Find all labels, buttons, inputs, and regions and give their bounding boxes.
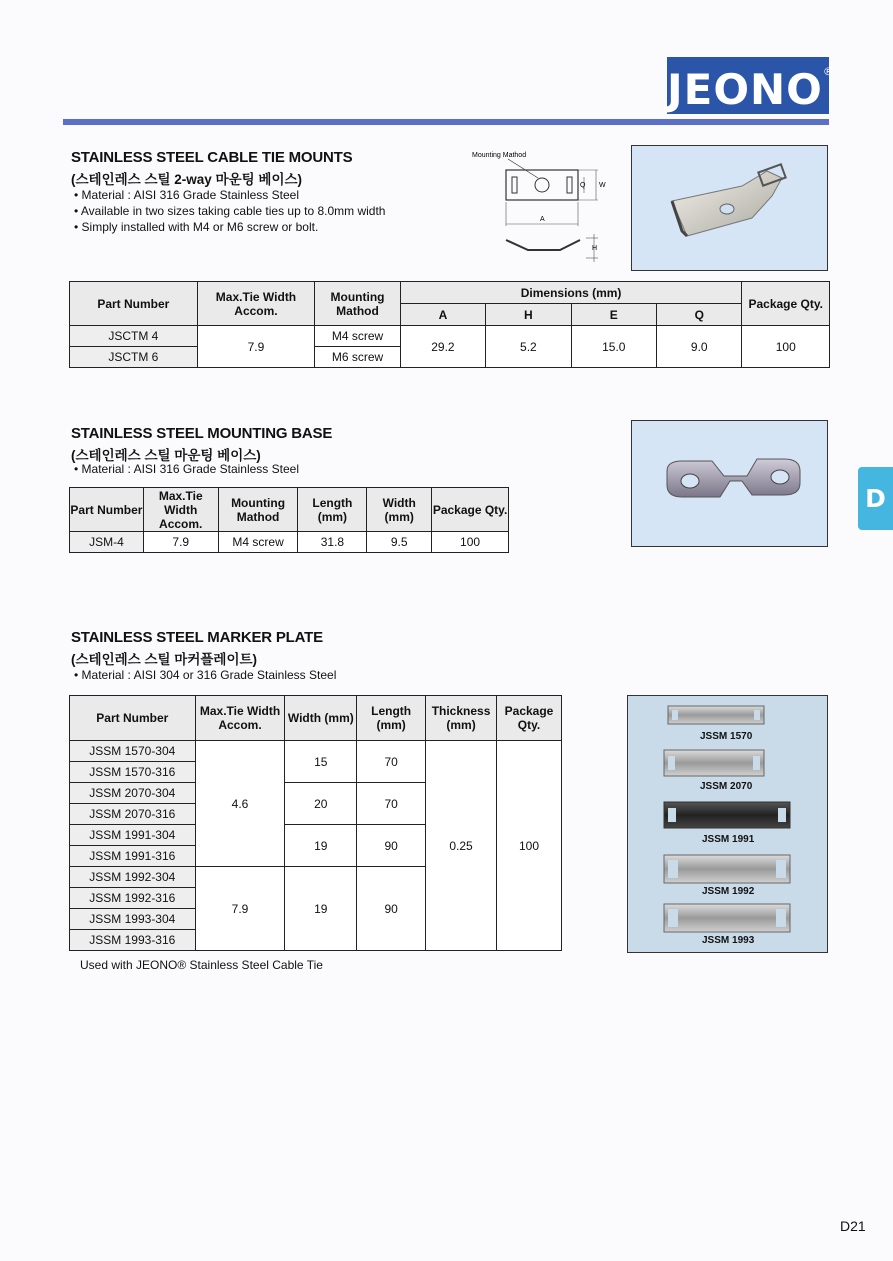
table-row — [70, 741, 562, 762]
col-part-number: Part Number — [70, 488, 144, 532]
qty-cell: 100 — [742, 326, 830, 368]
part-number-cell: JSCTM 6 — [70, 347, 198, 368]
col-max-tie: Max.Tie Width Accom. — [195, 696, 285, 741]
section1-bullets — [74, 187, 385, 235]
length-cell: 90 — [357, 867, 426, 951]
col-dim-a: A — [400, 304, 485, 326]
section3-subtitle: (스테인레스 스틸 마커플레이트) — [71, 652, 258, 667]
col-mounting: Mounting Mathod — [315, 282, 400, 326]
bullet: • Simply installed with M4 or M6 screw or bolt. — [74, 219, 385, 235]
mount-diagram — [468, 148, 618, 268]
section-tab-d: D — [858, 467, 893, 530]
width-cell: 9.5 — [367, 532, 432, 553]
bullet: • Available in two sizes taking cable ties up to 8.0mm width — [74, 203, 385, 219]
width-cell: 20 — [285, 783, 357, 825]
section1-title: STAINLESS STEEL CABLE TIE MOUNTS — [71, 149, 353, 166]
mounting-cell: M6 screw — [315, 347, 400, 368]
plate-label: JSSM 1570 — [700, 731, 753, 742]
mounting-base-photo — [631, 420, 828, 547]
col-max-tie: Max.Tie Width Accom. — [143, 488, 218, 532]
col-dim-e: E — [571, 304, 656, 326]
col-part-number: Part Number — [70, 696, 196, 741]
width-cell: 19 — [285, 867, 357, 951]
part-number-cell: JSSM 1993-316 — [70, 930, 196, 951]
col-width: Width (mm) — [367, 488, 432, 532]
qty-cell: 100 — [432, 532, 509, 553]
col-package-qty: Package Qty. — [497, 696, 562, 741]
dim-e-cell: 15.0 — [571, 326, 656, 368]
part-number-cell: JSSM 2070-304 — [70, 783, 196, 804]
plate-label: JSSM 1992 — [702, 886, 755, 897]
max-tie-cell: 7.9 — [195, 867, 285, 951]
length-cell: 70 — [357, 741, 426, 783]
bullet: • Material : AISI 316 Grade Stainless Steel — [74, 187, 385, 203]
table-row — [70, 326, 830, 347]
brand-logo — [667, 57, 835, 114]
marker-plate-photo — [627, 695, 828, 953]
section3-title: STAINLESS STEEL MARKER PLATE — [71, 629, 323, 646]
length-cell: 31.8 — [298, 532, 367, 553]
col-part-number: Part Number — [70, 282, 198, 326]
dim-h-cell: 5.2 — [486, 326, 571, 368]
section2-title: STAINLESS STEEL MOUNTING BASE — [71, 425, 333, 442]
col-dimensions: Dimensions (mm) — [400, 282, 742, 304]
col-dim-q: Q — [657, 304, 742, 326]
mounting-cell: M4 screw — [315, 326, 400, 347]
part-number-cell: JSSM 1992-304 — [70, 867, 196, 888]
cable-tie-mounts-table — [69, 281, 830, 368]
width-cell: 15 — [285, 741, 357, 783]
marker-plate-table — [69, 695, 562, 951]
part-number-cell: JSSM 1991-316 — [70, 846, 196, 867]
section2-subtitle: (스테인레스 스틸 마운팅 베이스) — [71, 448, 261, 463]
max-tie-cell: 7.9 — [197, 326, 315, 368]
plate-label: JSSM 1993 — [702, 935, 755, 946]
section2-bullets — [74, 461, 299, 477]
header-rule — [63, 119, 829, 125]
mounting-base-table — [69, 487, 509, 553]
qty-cell: 100 — [497, 741, 562, 951]
bullet: • Material : AISI 316 Grade Stainless Steel — [74, 461, 299, 477]
col-length: Length (mm) — [298, 488, 367, 532]
col-max-tie: Max.Tie Width Accom. — [197, 282, 315, 326]
diagram-label-a: A — [540, 216, 545, 223]
length-cell: 90 — [357, 825, 426, 867]
bullet: • Material : AISI 304 or 316 Grade Stainless Steel — [74, 667, 336, 683]
diagram-label-w: W — [599, 182, 606, 189]
max-tie-cell: 4.6 — [195, 741, 285, 867]
max-tie-cell: 7.9 — [143, 532, 218, 553]
part-number-cell: JSSM 1570-316 — [70, 762, 196, 783]
length-cell: 70 — [357, 783, 426, 825]
table-row — [70, 532, 509, 553]
part-number-cell: JSM-4 — [70, 532, 144, 553]
page-number: D21 — [840, 1218, 866, 1234]
col-package-qty: Package Qty. — [742, 282, 830, 326]
width-cell: 19 — [285, 825, 357, 867]
footnote: Used with JEONO® Stainless Steel Cable Tie — [80, 958, 323, 972]
thickness-cell: 0.25 — [426, 741, 497, 951]
part-number-cell: JSSM 1570-304 — [70, 741, 196, 762]
dim-a-cell: 29.2 — [400, 326, 485, 368]
diagram-label-q: Q — [580, 182, 586, 189]
dim-q-cell: 9.0 — [657, 326, 742, 368]
plate-label: JSSM 1991 — [702, 834, 755, 845]
diagram-label-h: H — [592, 245, 598, 252]
col-package-qty: Package Qty. — [432, 488, 509, 532]
part-number-cell: JSSM 1991-304 — [70, 825, 196, 846]
col-mounting: Mounting Mathod — [218, 488, 298, 532]
part-number-cell: JSSM 1992-316 — [70, 888, 196, 909]
col-width: Width (mm) — [285, 696, 357, 741]
cable-tie-mount-photo — [631, 145, 828, 271]
plate-label: JSSM 2070 — [700, 781, 753, 792]
col-thickness: Thickness (mm) — [426, 696, 497, 741]
brand-name: JEONO — [667, 65, 823, 114]
col-dim-h: H — [486, 304, 571, 326]
registered-mark: ® — [822, 65, 835, 78]
part-number-cell: JSSM 1993-304 — [70, 909, 196, 930]
diagram-caption: Mounting Mathod — [472, 152, 527, 159]
part-number-cell: JSSM 2070-316 — [70, 804, 196, 825]
col-length: Length (mm) — [357, 696, 426, 741]
mounting-cell: M4 screw — [218, 532, 298, 553]
section3-bullets — [74, 667, 336, 683]
section1-subtitle: (스테인레스 스틸 2-way 마운팅 베이스) — [71, 172, 303, 187]
part-number-cell: JSCTM 4 — [70, 326, 198, 347]
